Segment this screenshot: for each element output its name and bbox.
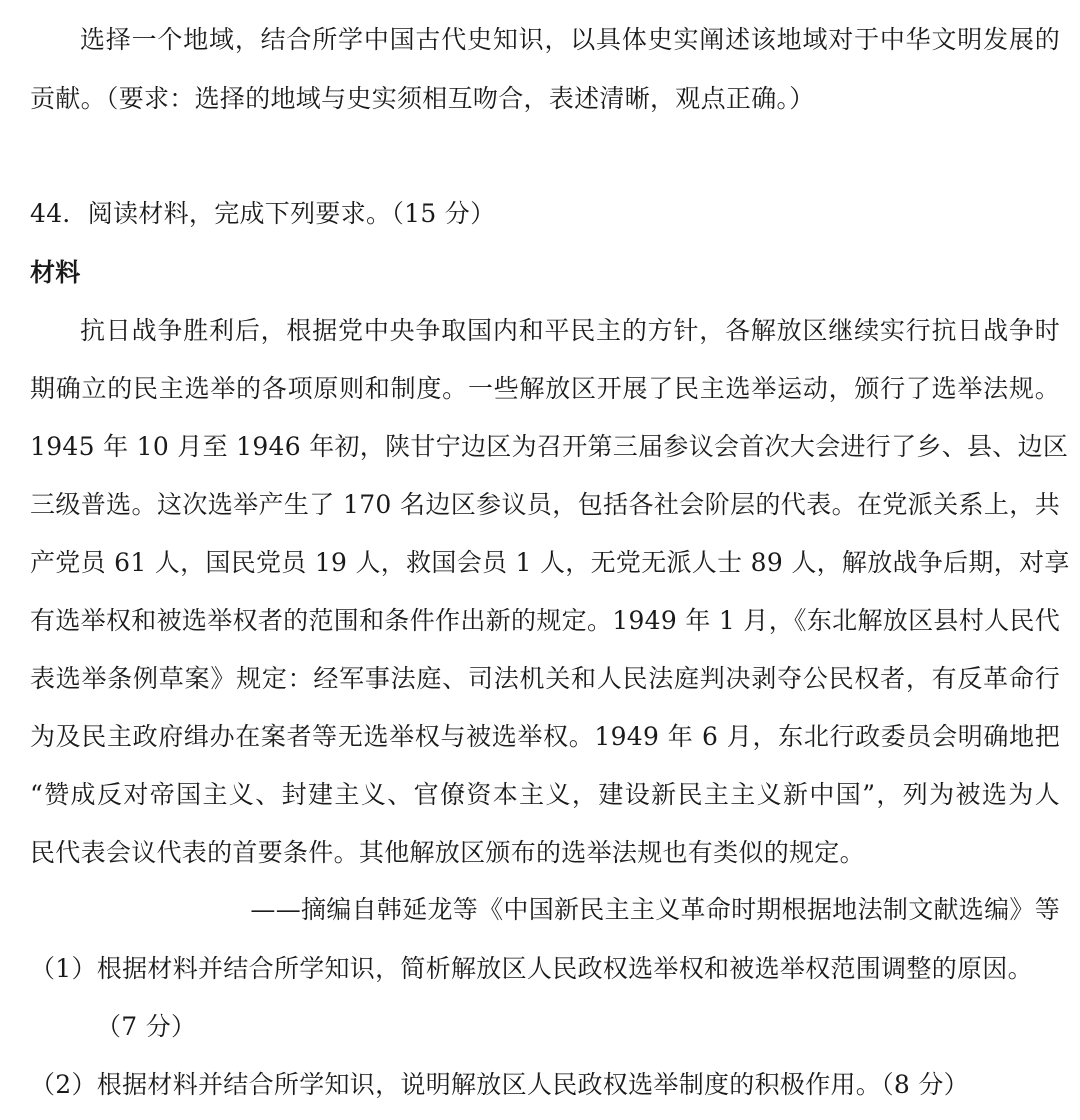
material-line-5: 产党员 61 人，国民党员 19 人，救国会员 1 人，无党无派人士 89 人，解放战争后期，对享 bbox=[30, 548, 1070, 577]
question-44-heading: 44．阅读材料，完成下列要求。（15 分） bbox=[30, 199, 496, 228]
sub-question-1-points: （7 分） bbox=[96, 1012, 197, 1041]
material-line-10: 民代表会议代表的首要条件。其他解放区颁布的选举法规也有类似的规定。 bbox=[30, 838, 865, 867]
material-line-3: 1945 年 10 月至 1946 年初，陕甘宁边区为召开第三届参议会首次大会进行了乡、县、边区 bbox=[30, 432, 1069, 461]
material-line-1: 抗日战争胜利后，根据党中央争取国内和平民主的方针，各解放区继续实行抗日战争时 bbox=[80, 316, 1060, 345]
sub-question-2: （2）根据材料并结合所学知识，说明解放区人民政权选举制度的积极作用。（8 分） bbox=[30, 1070, 969, 1099]
material-line-4: 三级普选。这次选举产生了 170 名边区参议员，包括各社会阶层的代表。在党派关系上，共 bbox=[30, 490, 1060, 519]
material-label: 材料 bbox=[30, 258, 81, 287]
intro-line-2: 贡献。（要求：选择的地域与史实须相互吻合，表述清晰，观点正确。） bbox=[30, 84, 815, 113]
material-line-7: 表选举条例草案》规定：经军事法庭、司法机关和人民法庭判决剥夺公民权者，有反革命行 bbox=[30, 664, 1060, 693]
material-line-2: 期确立的民主选举的各项原则和制度。一些解放区开展了民主选举运动，颁行了选举法规。 bbox=[30, 374, 1060, 403]
material-line-8: 为及民主政府缉办在案者等无选举权与被选举权。1949 年 6 月，东北行政委员会明确地把 bbox=[30, 722, 1060, 751]
intro-line-1: 选择一个地域，结合所学中国古代史知识，以具体史实阐述该地域对于中华文明发展的 bbox=[80, 25, 1060, 54]
material-line-6: 有选举权和被选举权者的范围和条件作出新的规定。1949 年 1 月，《东北解放区县村人民代 bbox=[30, 606, 1060, 635]
sub-question-1: （1）根据材料并结合所学知识，简析解放区人民政权选举权和被选举权范围调整的原因。 bbox=[30, 954, 1033, 983]
material-source: ——摘编自韩延龙等《中国新民主主义革命时期根据地法制文献选编》等 bbox=[250, 895, 1060, 924]
material-line-9: “赞成反对帝国主义、封建主义、官僚资本主义，建设新民主主义新中国”，列为被选为人 bbox=[30, 780, 1060, 809]
